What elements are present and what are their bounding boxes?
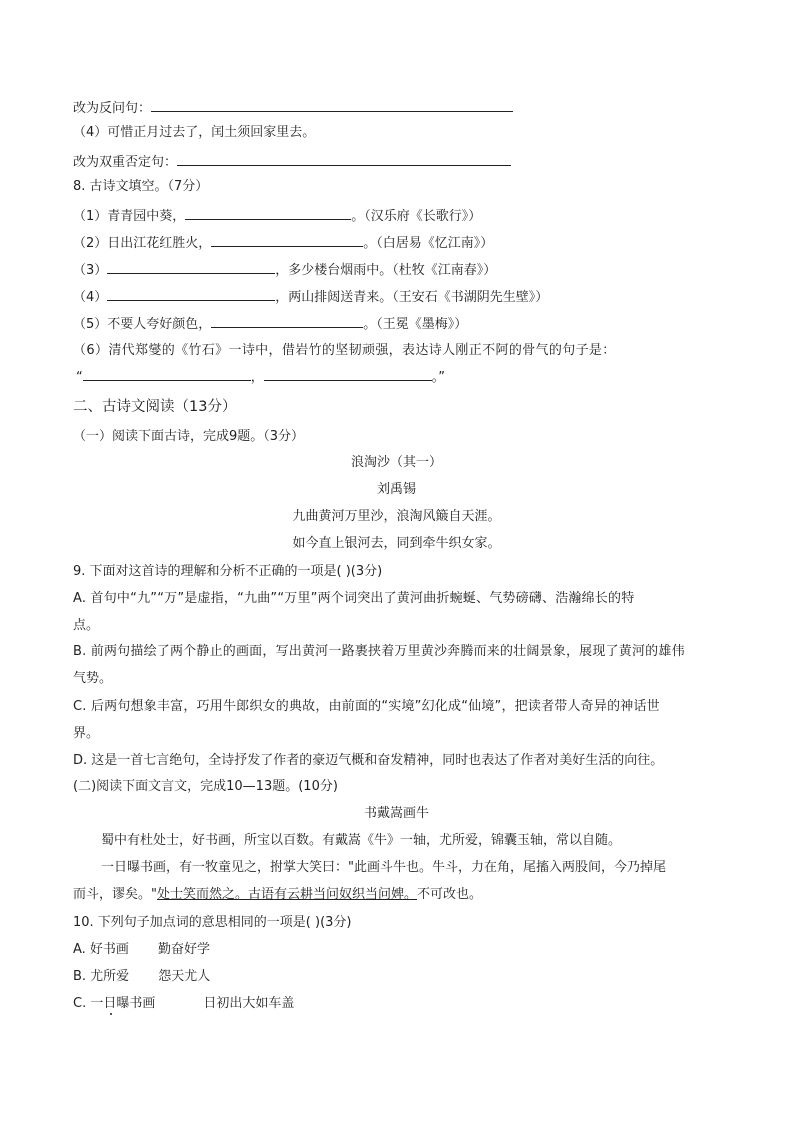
q8-line7-close-quote: 。” <box>431 370 446 385</box>
q10-option-c-left-a: C. 一 <box>73 996 104 1011</box>
q8-title: 8. 古诗文填空。（7分） <box>73 179 209 194</box>
q8-line4 <box>73 286 548 307</box>
q10-title: 10. 下列句子加点词的意思相同的一项是( )(3分) <box>73 915 352 930</box>
q9-option-a-line2: 点。 <box>73 618 100 633</box>
q9-title: 9. 下面对这首诗的理解和分析不正确的一项是( )(3分) <box>73 564 383 579</box>
q7-shuangchong-label: 改为双重否定句： <box>73 155 178 170</box>
text-paragraph2: 一日曝书画，有一牧童见之，拊掌大笑曰："此画斗牛也。牛斗，力在角，尾搐入两股间，今乃掉尾 <box>101 860 666 875</box>
q8-line1-suffix: 。（汉乐府《长歌行》） <box>351 209 482 224</box>
q8-line2-suffix: 。（白居易《忆江南》） <box>363 236 494 251</box>
q10-option-c <box>73 995 294 1013</box>
q10-option-b <box>73 968 210 986</box>
q10-option-a-left: A. 好书画 <box>73 942 129 957</box>
q8-blank2[interactable] <box>211 232 363 247</box>
q9-option-d: D. 这是一首七言绝句，全诗抒发了作者的豪迈气概和奋发精神，同时也表达了作者对美好生活的向往。 <box>73 753 664 768</box>
q8-blank3[interactable] <box>107 259 275 274</box>
q9-option-a-line1: A. 首句中“九”“万”是虚指，“九曲”“万里”两个词突出了黄河曲折蜿蜒、气势磅礴、浩瀚绵长的特 <box>73 591 635 606</box>
q10-option-b-right: 怨天尤人 <box>158 969 211 984</box>
q7-fanwen-row <box>73 97 513 118</box>
q8-line5 <box>73 313 467 334</box>
q8-line7-comma: ， <box>250 370 264 385</box>
q8-line5-suffix: 。（王冕《墨梅》） <box>363 317 468 332</box>
part2-sub2: (二)阅读下面文言文，完成10—13题。(10分) <box>73 779 338 794</box>
q8-line3-prefix: （3） <box>73 263 108 278</box>
q9-option-c-line2: 界。 <box>73 726 100 741</box>
q9-option-b-line1: B. 前两句描绘了两个静止的画面，写出黄河一路裹挟着万里黄沙奔腾而来的壮阔景象，展现了黄河的雄伟 <box>73 644 685 659</box>
q10-option-c-dotted-word: 日 <box>103 996 117 1011</box>
text-underlined-sentence: 处士笑而然之。古语有云耕当问奴织当问婢。 <box>156 887 417 902</box>
q8-line2-prefix: （2）日出江花红胜火， <box>73 236 212 251</box>
q10-option-c-right: 日初出大如车盖 <box>203 996 295 1011</box>
part2-title: 二、古诗文阅读（13分） <box>73 399 237 415</box>
q10-option-b-left: B. 尤所爱 <box>73 969 130 984</box>
text-p3-end: 不可改也。 <box>417 887 483 902</box>
q8-line7-open-quote: “ <box>76 370 83 385</box>
poem-line1: 九曲黄河万里沙，浪淘风簸自天涯。 <box>292 509 501 524</box>
q7-shuangchong-row <box>73 151 511 172</box>
poem-title: 浪淘沙（其一） <box>350 455 442 470</box>
q8-line1-prefix: （1）青青园中葵， <box>73 209 186 224</box>
q8-blank7[interactable] <box>264 366 432 381</box>
q8-line1 <box>73 205 481 226</box>
q8-line3-suffix: ，多少楼台烟雨中。（杜牧《江南春》） <box>275 263 497 278</box>
q7-fanwen-label: 改为反问句： <box>73 101 152 116</box>
q9-option-b-line2: 气势。 <box>73 671 113 686</box>
q10-option-a-right: 勤奋好学 <box>157 942 210 957</box>
q8-blank1[interactable] <box>185 205 351 220</box>
q8-blank4[interactable] <box>107 286 275 301</box>
q7-shuangchong-blank[interactable] <box>177 151 511 166</box>
q8-blank6[interactable] <box>83 366 251 381</box>
poem-line2: 如今直上银河去，同到牵牛织女家。 <box>292 536 501 551</box>
q7-fanwen-blank[interactable] <box>151 97 513 112</box>
q8-line4-prefix: （4） <box>73 290 108 305</box>
q7-item4: （4）可惜正月过去了，闰土须回家里去。 <box>73 125 316 140</box>
q8-blank5[interactable] <box>211 313 363 328</box>
q8-line5-prefix: （5）不要人夸好颜色， <box>73 317 212 332</box>
q8-line6: （6）清代郑燮的《竹石》一诗中，借岩竹的坚韧顽强，表达诗人刚正不阿的骨气的句子是： <box>73 343 616 358</box>
text-paragraph1: 蜀中有杜处士，好书画，所宝以百数。有戴嵩《牛》一轴，尤所爱，锦囊玉轴，常以自随。 <box>101 833 622 848</box>
q8-line3 <box>73 259 496 280</box>
q8-line4-suffix: ，两山排闼送青来。（王安石《书湖阴先生壁》） <box>275 290 549 305</box>
q10-option-a <box>73 941 210 959</box>
q9-option-c-line1: C. 后两句想象丰富，巧用牛郎织女的典故，由前面的“实境”幻化成“仙境”，把读者带人奇异的神话世 <box>73 699 660 714</box>
text-title: 书戴嵩画牛 <box>363 806 429 821</box>
poem-author: 刘禹锡 <box>376 482 416 497</box>
part2-sub1: （一）阅读下面古诗，完成9题。（3分） <box>73 429 305 444</box>
q8-line2 <box>73 232 493 253</box>
q10-option-c-left-b: 曝书画 <box>116 996 156 1011</box>
text-p3-start: 而斗，谬矣。" <box>73 887 157 902</box>
text-paragraph2-cont <box>73 886 482 904</box>
q8-line7 <box>76 366 445 387</box>
